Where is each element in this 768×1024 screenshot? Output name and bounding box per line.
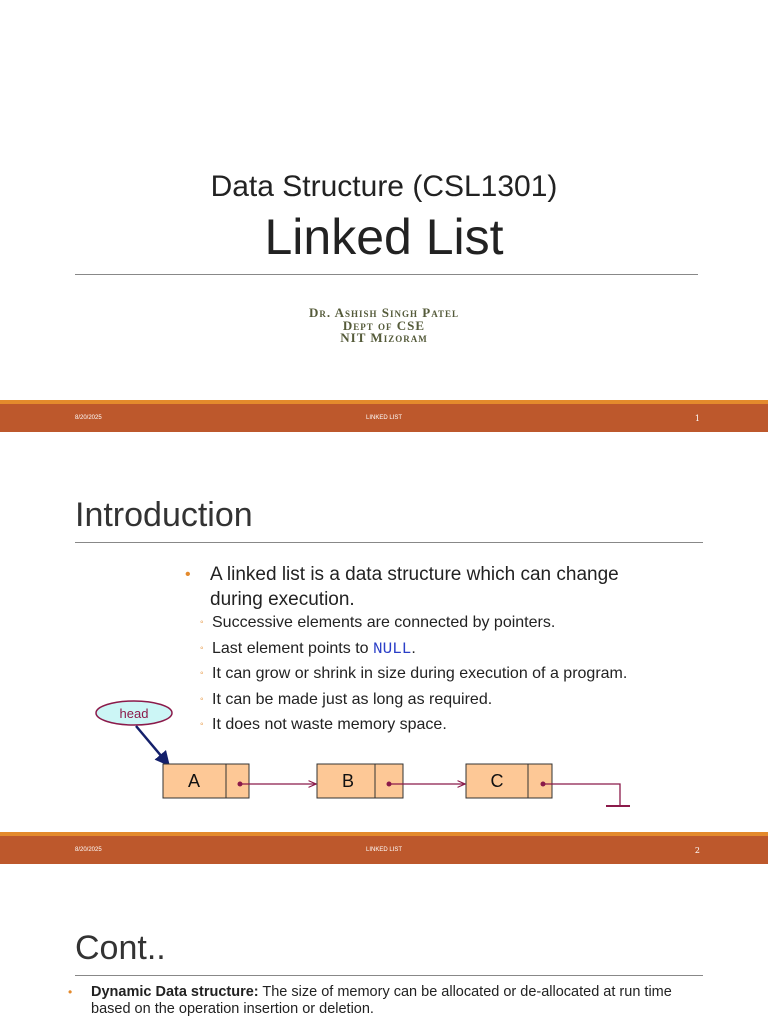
list-item: [68, 984, 708, 1018]
footer-title: LINKED LIST: [365, 847, 402, 853]
head-pointer: [96, 701, 172, 764]
footer-page-number: 1: [694, 414, 700, 423]
ring-bullet-icon: ◦: [200, 617, 204, 628]
ring-bullet-icon: ◦: [200, 668, 204, 679]
footer-title: LINKED LIST: [365, 415, 402, 421]
node-a: [163, 764, 249, 798]
node-b: [317, 764, 403, 798]
node-c: [466, 764, 552, 798]
ring-bullet-icon: ◦: [200, 719, 204, 730]
author-name: Dr. Ashish Singh Patel: [308, 305, 460, 320]
slide-cont: [0, 865, 768, 1024]
node-b-next: [375, 764, 403, 798]
node-c-label: C: [490, 771, 504, 791]
bullet-icon: •: [185, 566, 191, 583]
slide-footer: [0, 832, 768, 864]
slide-title-text: Linked List: [264, 209, 504, 265]
list-item: ◦ It does not waste memory space.: [200, 716, 447, 733]
null-keyword: NULL: [372, 639, 412, 658]
slide-heading: Cont..: [75, 929, 166, 967]
slide-introduction: [0, 432, 768, 865]
heading-divider: [75, 975, 703, 976]
slide-title: [0, 0, 768, 432]
bullet-icon: •: [68, 985, 73, 999]
ring-bullet-icon: ◦: [200, 642, 204, 654]
main-bullet-text: A linked list is a data structure which can change during execution.: [210, 564, 619, 610]
bullet-term: Dynamic Data structure:: [91, 984, 259, 1000]
head-arrow: [136, 726, 168, 764]
author-block: [0, 307, 768, 345]
author-dept: Dept of CSE: [342, 317, 426, 333]
list-item: ◦ Successive elements are connected by pointers.: [200, 614, 556, 631]
bullet-description: The size of memory can be allocated or de-allocated at run time based on the operation insertion or deletion.: [91, 984, 672, 1017]
slide-footer: [0, 400, 768, 432]
list-item: ◦ It can grow or shrink in size during execution of a program.: [200, 665, 628, 682]
footer-date: 8/20/2025: [75, 415, 102, 421]
list-item: ◦ Last element points to NULL.: [200, 639, 416, 658]
course-subtitle: Data Structure (CSL1301): [210, 170, 558, 203]
node-a-label: A: [187, 771, 201, 791]
linked-list-diagram: [0, 432, 768, 832]
null-ground-icon: [543, 784, 630, 806]
footer-date: 8/20/2025: [75, 847, 102, 853]
ring-bullet-icon: ◦: [200, 693, 204, 705]
node-c-next: [528, 764, 552, 798]
author-institute: NIT Mizoram: [340, 330, 428, 345]
title-divider: [75, 274, 698, 275]
head-label: head: [119, 706, 149, 721]
list-item: ◦ It can be made just as long as required.: [200, 690, 493, 708]
footer-page-number: 2: [694, 846, 700, 855]
slide-heading: Introduction: [75, 496, 253, 534]
node-a-next: [226, 764, 249, 798]
node-b-label: B: [341, 771, 355, 791]
